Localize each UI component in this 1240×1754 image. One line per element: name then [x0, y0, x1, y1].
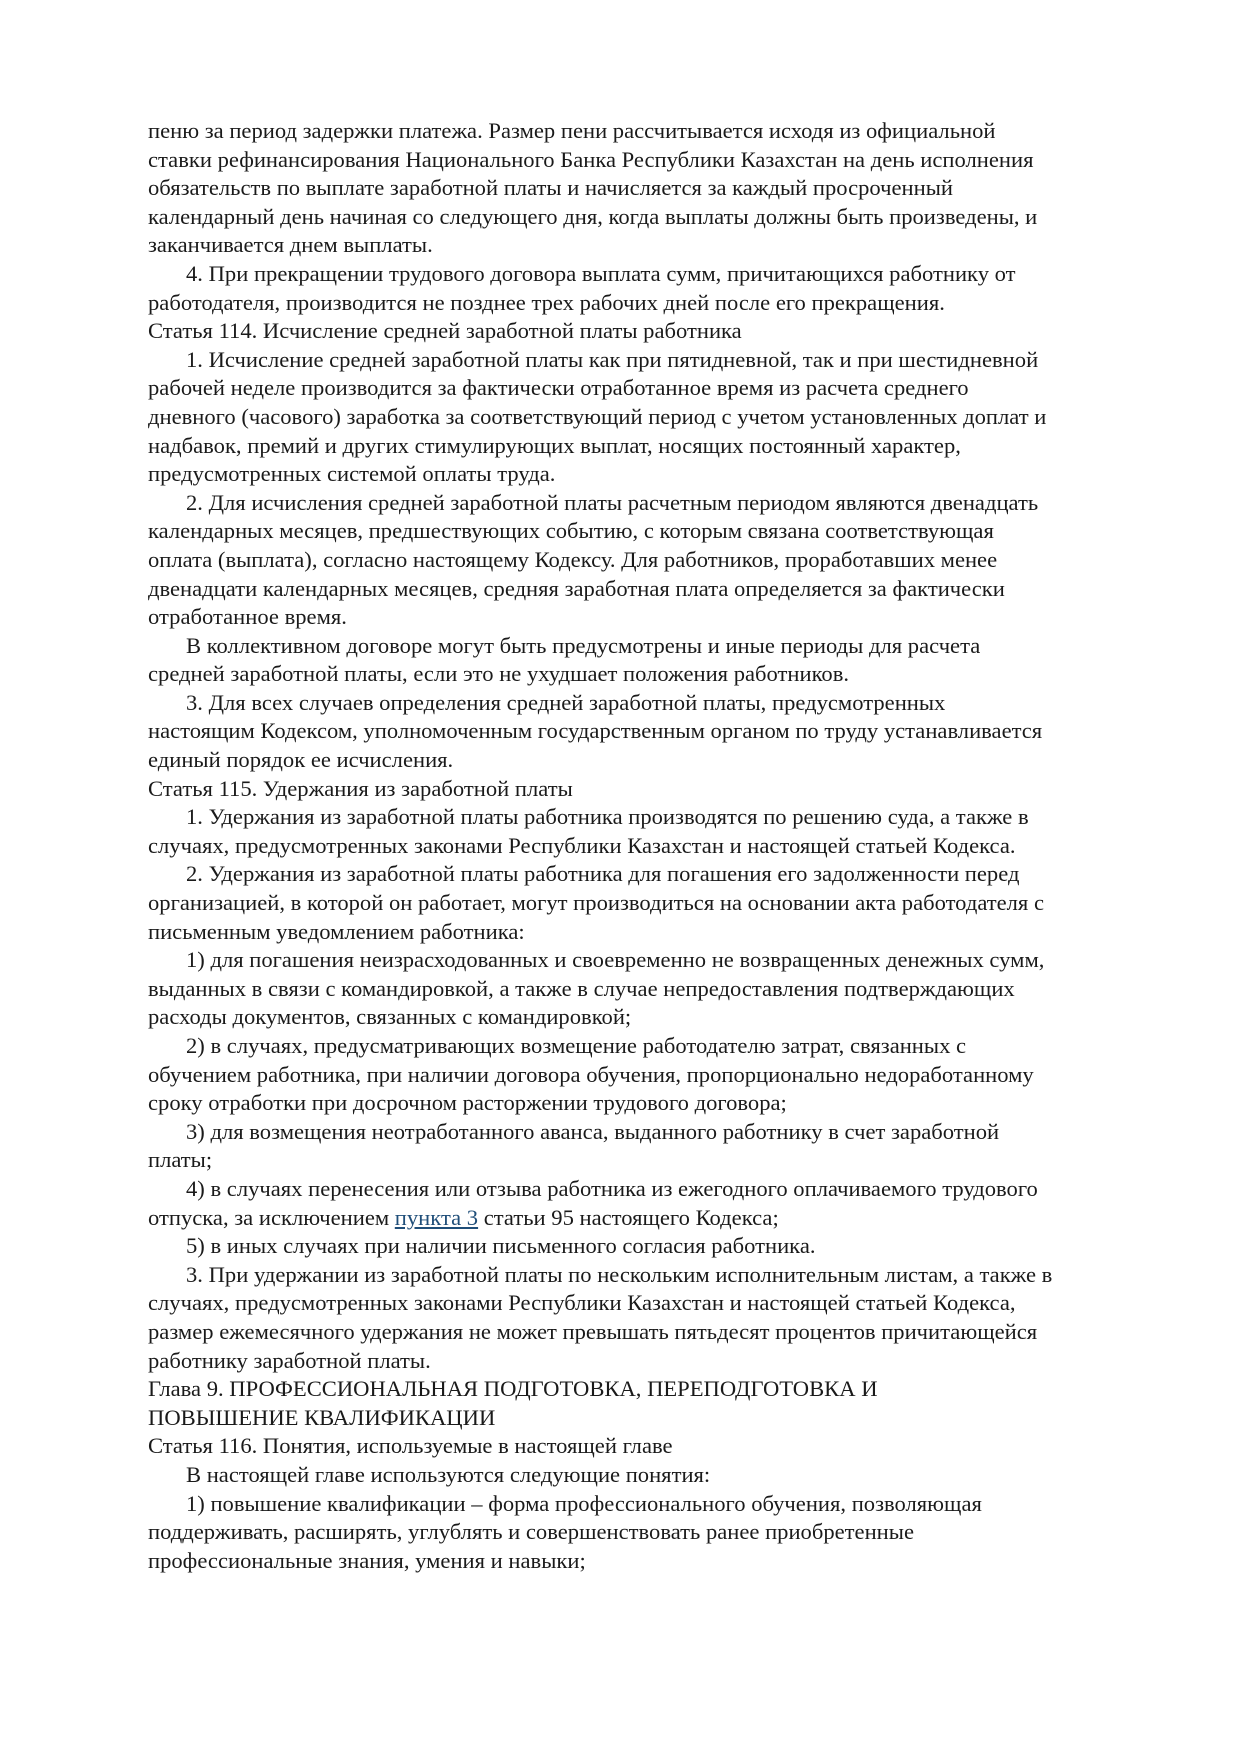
text-line: 1. Удержания из заработной платы работника производятся по решению суда, а также в — [186, 804, 1029, 830]
text-line: письменным уведомлением работника: — [148, 918, 525, 944]
text-line: обязательств по выплате заработной платы и начисляется за каждый просроченный — [148, 175, 953, 201]
text-line: предусмотренных системой оплаты труда. — [148, 461, 556, 487]
text-line-with-link — [148, 1204, 1168, 1233]
text-line: 2. Удержания из заработной платы работника для погашения его задолженности перед — [186, 861, 1020, 887]
text-line: обучением работника, при наличии договора обучения, пропорционально недоработанному — [148, 1061, 1034, 1087]
text-line: 2) в случаях, предусматривающих возмещение работодателю затрат, связанных с — [186, 1033, 967, 1058]
text-line: размер ежемесячного удержания не может превышать пятьдесят процентов причитающейся — [148, 1318, 1038, 1344]
text-line: случаях, предусмотренных законами Республики Казахстан и настоящей статьей Кодекса. — [148, 832, 1016, 858]
text-line: 1) повышение квалификации – форма профессионального обучения, позволяющая — [186, 1490, 982, 1516]
text-line: В настоящей главе используются следующие понятия: — [186, 1461, 711, 1487]
article-heading: Статья 114. Исчисление средней заработной платы работника — [148, 318, 742, 344]
text-line: 1) для погашения неизрасходованных и своевременно не возвращенных денежных сумм, — [186, 947, 1045, 973]
article-heading: Статья 116. Понятия, используемые в настоящей главе — [148, 1433, 673, 1459]
text-line: 4. При прекращении трудового договора выплата сумм, причитающихся работнику от — [186, 260, 1016, 286]
link-line-prefix: отпуска, за исключением — [148, 1204, 395, 1230]
text-line: рабочей неделе производится за фактически отработанное время из расчета среднего — [148, 375, 969, 401]
document-body-top — [148, 117, 1168, 1204]
article-heading: Статья 115. Удержания из заработной платы — [148, 775, 573, 801]
document-page — [148, 117, 1168, 1575]
link-line-suffix: статьи 95 настоящего Кодекса; — [478, 1204, 779, 1230]
text-line: 3. Для всех случаев определения средней заработной платы, предусмотренных — [186, 689, 946, 715]
text-line: ставки рефинансирования Национального Банка Республики Казахстан на день исполнения — [148, 146, 1034, 172]
text-line: календарных месяцев, предшествующих событию, с которым связана соответствующая — [148, 518, 994, 544]
text-line: случаях, предусмотренных законами Республики Казахстан и настоящей статьей Кодекса, — [148, 1290, 1016, 1316]
text-line: единый порядок ее исчисления. — [148, 747, 454, 773]
text-line: выданных в связи с командировкой, а также в случае непредоставления подтверждающих — [148, 975, 1015, 1001]
text-line: расходы документов, связанных с командировкой; — [148, 1004, 632, 1030]
text-line: календарный день начиная со следующего дня, когда выплаты должны быть произведены, и — [148, 203, 1038, 229]
text-line: заканчивается днем выплаты. — [148, 232, 433, 258]
text-line: В коллективном договоре могут быть предусмотрены и иные периоды для расчета — [186, 632, 981, 658]
text-line: пеню за период задержки платежа. Размер пени рассчитывается исходя из официальной — [148, 118, 996, 143]
text-line: работодателя, производится не позднее трех рабочих дней после его прекращения. — [148, 289, 945, 315]
text-line: платы; — [148, 1147, 213, 1173]
article-link-punkt-3[interactable]: пункта 3 — [394, 1204, 479, 1230]
text-line: 4) в случаях перенесения или отзыва работника из ежегодного оплачиваемого трудового — [186, 1175, 1038, 1201]
text-line: оплата (выплата), согласно настоящему Кодексу. Для работников, проработавших менее — [148, 546, 998, 572]
text-line: сроку отработки при досрочном расторжении трудового договора; — [148, 1090, 787, 1116]
text-line: 2. Для исчисления средней заработной платы расчетным периодом являются двенадцать — [186, 489, 1039, 515]
text-line: поддерживать, расширять, углублять и совершенствовать ранее приобретенные — [148, 1519, 914, 1545]
text-line: 5) в иных случаях при наличии письменного согласия работника. — [186, 1233, 816, 1259]
text-line: организацией, в которой он работает, могут производиться на основании акта работодателя с — [148, 890, 1045, 916]
document-body-bottom — [148, 1232, 1168, 1575]
text-line: двенадцати календарных месяцев, средняя заработная плата определяется за фактически — [148, 575, 1005, 601]
chapter-heading: Глава 9. ПРОФЕССИОНАЛЬНАЯ ПОДГОТОВКА, ПЕРЕПОДГОТОВКА И — [148, 1376, 878, 1402]
text-line: 3) для возмещения неотработанного аванса, выданного работнику в счет заработной — [186, 1118, 1000, 1144]
text-line: надбавок, премий и других стимулирующих выплат, носящих постоянный характер, — [148, 432, 961, 458]
text-line: отработанное время. — [148, 604, 347, 630]
text-line: средней заработной платы, если это не ухудшает положения работников. — [148, 661, 850, 687]
text-line: профессиональные знания, умения и навыки; — [148, 1547, 586, 1573]
text-line: 1. Исчисление средней заработной платы как при пятидневной, так и при шестидневной — [186, 346, 1039, 372]
chapter-heading: ПОВЫШЕНИЕ КВАЛИФИКАЦИИ — [148, 1404, 496, 1430]
text-line: 3. При удержании из заработной платы по нескольким исполнительным листам, а также в — [186, 1261, 1053, 1287]
text-line: дневного (часового) заработка за соответствующий период с учетом установленных доплат и — [148, 403, 1047, 429]
text-line: настоящим Кодексом, уполномоченным государственным органом по труду устанавливается — [148, 718, 1043, 744]
text-line: работнику заработной платы. — [148, 1347, 431, 1373]
